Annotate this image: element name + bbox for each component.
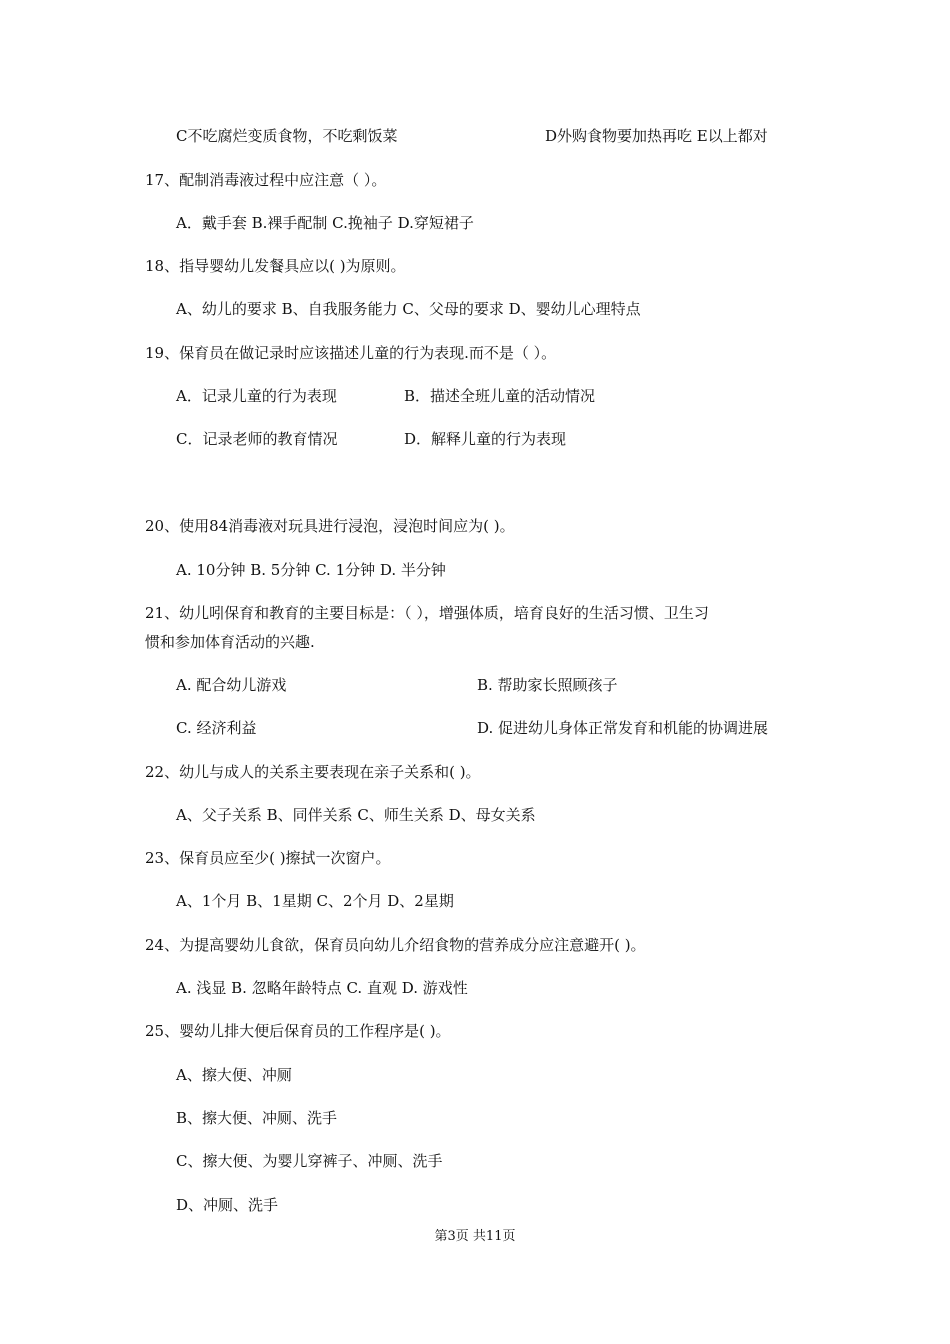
question-25-option-b: B、擦大便、冲厕、洗手 [176, 1109, 338, 1127]
question-24: 24、为提高婴幼儿食欲，保育员向幼儿介绍食物的营养成分应注意避开( )。 [145, 936, 646, 954]
question-17-options: A．戴手套 B.裸手配制 C.挽袖子 D.穿短裙子 [176, 214, 474, 232]
question-23-options: A、1个月 B、1星期 C、2个月 D、2星期 [176, 892, 454, 910]
page-footer: 第3页 共11页 [434, 1229, 516, 1244]
question-18: 18、指导婴幼儿发餐具应以( )为原则。 [145, 257, 406, 275]
question-22: 22、幼儿与成人的关系主要表现在亲子关系和( )。 [145, 763, 481, 781]
question-18-options: A、幼儿的要求 B、自我服务能力 C、父母的要求 D、婴幼儿心理特点 [176, 300, 641, 318]
question-19-option-d: D．解释儿童的行为表现 [404, 430, 567, 448]
question-21-option-d: D. 促进幼儿身体正常发育和机能的协调进展 [477, 719, 769, 737]
question-25-option-d: D、冲厕、洗手 [176, 1196, 279, 1214]
question-19-option-a: A．记录儿童的行为表现 [176, 387, 337, 405]
question-25: 25、婴幼儿排大便后保育员的工作程序是( )。 [145, 1022, 451, 1040]
question-20: 20、使用84消毒液对玩具进行浸泡，浸泡时间应为( )。 [145, 517, 515, 535]
question-21-option-c: C. 经济利益 [176, 719, 257, 737]
question-19-option-b: B．描述全班儿童的活动情况 [404, 387, 596, 405]
question-19-option-c: C．记录老师的教育情况 [176, 430, 338, 448]
question-20-options: A. 10分钟 B. 5分钟 C. 1分钟 D. 半分钟 [176, 561, 446, 579]
question-21: 21、幼儿吲保育和教育的主要目标是：（ ），增强体质，培育良好的生活习惯、卫生习 [145, 604, 709, 622]
question-21-option-b: B. 帮助家长照顾孩子 [477, 676, 618, 694]
question-21-option-a: A. 配合幼儿游戏 [176, 676, 287, 694]
question-19: 19、保育员在做记录时应该描述儿童的行为表现.而不是（ ）。 [145, 344, 557, 362]
question-21-continued: 惯和参加体育活动的兴趣. [145, 633, 315, 651]
question-23: 23、保育员应至少( )擦拭一次窗户。 [145, 849, 391, 867]
question-25-option-a: A、擦大便、冲厕 [176, 1066, 292, 1084]
option-c-line: C不吃腐烂变质食物，不吃剩饭菜 [176, 127, 398, 145]
question-24-options: A. 浅显 B. 忽略年龄特点 C. 直观 D. 游戏性 [176, 979, 468, 997]
question-22-options: A、父子关系 B、同伴关系 C、师生关系 D、母女关系 [176, 806, 536, 824]
option-d-e-line: D外购食物要加热再吃 E以上都对 [545, 127, 768, 145]
question-17: 17、配制消毒液过程中应注意（ ）。 [145, 171, 387, 189]
question-25-option-c: C、擦大便、为婴儿穿裤子、冲厕、洗手 [176, 1152, 443, 1170]
